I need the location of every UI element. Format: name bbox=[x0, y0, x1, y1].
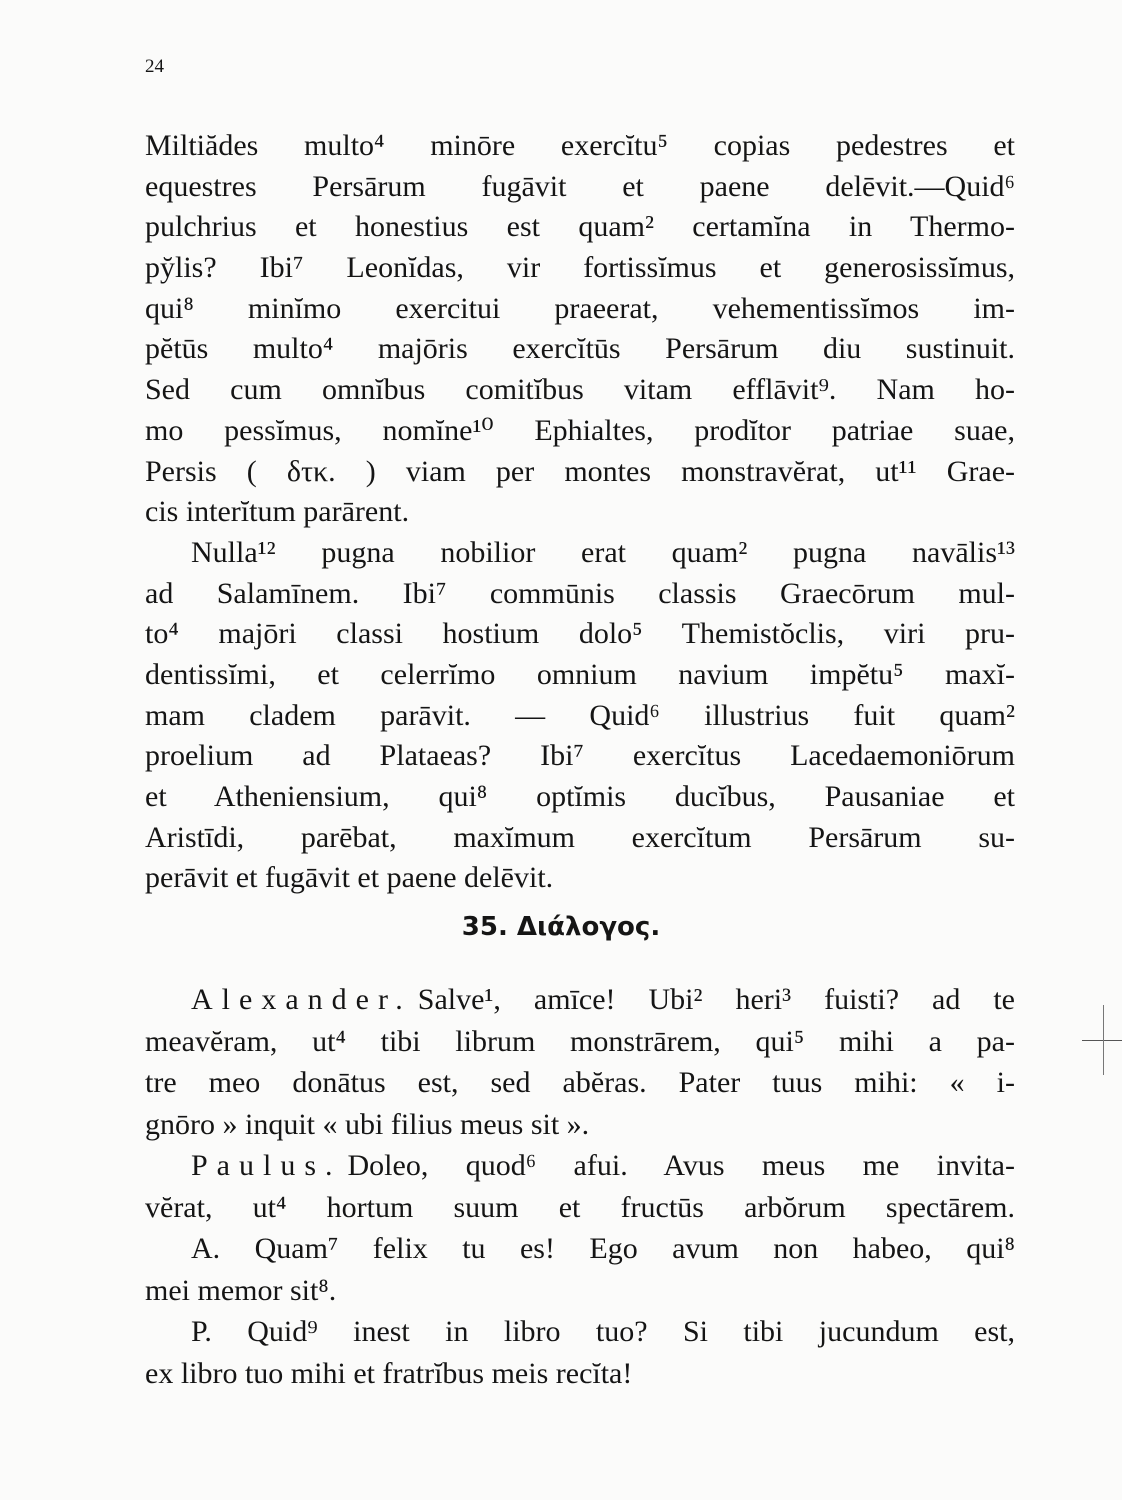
line-text: to⁴ majōri classi hostium dolo⁵ Themistŏclis, viri pru- bbox=[145, 617, 1015, 651]
text-line bbox=[145, 696, 1015, 737]
line-text: P. Quid⁹ inest in libro tuo? Si tibi jucundum est, bbox=[191, 1315, 1015, 1348]
line-text: Nulla¹² pugna nobilior erat quam² pugna navālis¹³ bbox=[191, 535, 1015, 569]
line-text: Aristīdi, parēbat, maxĭmum exercĭtum Persārum su- bbox=[145, 820, 1015, 854]
dialogue-text bbox=[145, 979, 1015, 1394]
text-line bbox=[145, 329, 1015, 370]
text-line bbox=[145, 614, 1015, 655]
section-heading: 35. Διάλογος. bbox=[461, 912, 661, 942]
line-text: Miltiădes multo⁴ minōre exercĭtu⁵ copias pedestres et bbox=[145, 129, 1015, 162]
text-line bbox=[145, 126, 1015, 167]
line-text: tre meo donātus est, sed abĕras. Pater tuus mihi: « i- bbox=[145, 1066, 1015, 1099]
crop-mark-vertical bbox=[1103, 1005, 1104, 1075]
line-text: mo pessĭmus, nomĭne¹⁰ Ephialtes, prodĭtor patriae suae, bbox=[145, 413, 1015, 447]
line-text: Persis ( δτκ. ) viam per montes monstravĕrat, ut¹¹ Grae- bbox=[145, 454, 1015, 488]
text-line bbox=[145, 979, 1015, 1021]
line-text: cis interĭtum parārent. bbox=[145, 495, 410, 529]
text-line bbox=[145, 1270, 1015, 1312]
speaker-name: Alexander. bbox=[191, 983, 412, 1016]
passage-text bbox=[145, 126, 1015, 899]
text-line bbox=[145, 1353, 1015, 1395]
line-text: ad Salamīnem. Ibi⁷ commūnis classis Graecōrum mul- bbox=[145, 576, 1015, 610]
line-text: meavĕram, ut⁴ tibi librum monstrārem, qui⁵ mihi a pa- bbox=[145, 1024, 1015, 1058]
text-line bbox=[145, 1311, 1015, 1353]
text-line bbox=[145, 492, 1015, 533]
line-text: equestres Persārum fugāvit et paene delēvit.—Quid⁶ bbox=[145, 169, 1015, 203]
text-line bbox=[145, 411, 1015, 452]
text-line bbox=[145, 207, 1015, 248]
line-text: py̆lis? Ibi⁷ Leonĭdas, vir fortissĭmus et generosissĭmus, bbox=[145, 251, 1015, 285]
line-text: perāvit et fugāvit et paene delēvit. bbox=[145, 861, 554, 895]
speaker-name: Paulus. bbox=[191, 1149, 342, 1182]
crop-mark bbox=[1082, 1040, 1122, 1041]
text-line bbox=[145, 1104, 1015, 1146]
text-line bbox=[145, 1021, 1015, 1063]
line-text: vĕrat, ut⁴ hortum suum et fructūs arbŏrum spectārem. bbox=[145, 1190, 1015, 1224]
text-line bbox=[145, 370, 1015, 411]
text-line bbox=[145, 655, 1015, 696]
text-line bbox=[145, 818, 1015, 859]
line-text: Sed cum omnĭbus comitĭbus vitam efflāvit⁹. Nam ho- bbox=[145, 373, 1015, 407]
line-text: Doleo, quod⁶ afui. Avus meus me invita- bbox=[347, 1149, 1015, 1182]
text-line bbox=[145, 1062, 1015, 1104]
line-text: ex libro tuo mihi et fratrĭbus meis recĭta! bbox=[145, 1356, 633, 1390]
line-text: proelium ad Plataeas? Ibi⁷ exercĭtus Lacedaemoniōrum bbox=[145, 739, 1015, 773]
page-number: 24 bbox=[145, 56, 164, 77]
text-line bbox=[145, 777, 1015, 818]
line-text: et Atheniensium, qui⁸ optĭmis ducĭbus, Pausaniae et bbox=[145, 780, 1015, 813]
text-line bbox=[145, 289, 1015, 330]
line-text: pĕtūs multo⁴ majōris exercĭtūs Persārum diu sustinuit. bbox=[145, 332, 1015, 366]
text-line bbox=[145, 452, 1015, 493]
line-text: qui⁸ minĭmo exercitui praeerat, vehementissĭmos im- bbox=[145, 291, 1015, 325]
line-text: A. Quam⁷ felix tu es! Ego avum non habeo, qui⁸ bbox=[191, 1232, 1015, 1265]
text-line bbox=[145, 736, 1015, 777]
text-line bbox=[145, 1145, 1015, 1187]
text-line bbox=[145, 167, 1015, 208]
line-text: mei memor sit⁸. bbox=[145, 1273, 337, 1307]
text-line bbox=[145, 574, 1015, 615]
text-line bbox=[145, 248, 1015, 289]
line-text: pulchrius et honestius est quam² certamĭna in Thermo- bbox=[145, 210, 1015, 244]
line-text: Salve¹, amīce! Ubi² heri³ fuisti? ad te bbox=[417, 983, 1015, 1016]
text-line bbox=[145, 533, 1015, 574]
line-text: mam cladem parāvit. — Quid⁶ illustrius fuit quam² bbox=[145, 698, 1015, 732]
text-line bbox=[145, 858, 1015, 899]
text-line bbox=[145, 1187, 1015, 1229]
line-text: gnōro » inquit « ubi filius meus sit ». bbox=[145, 1107, 590, 1141]
text-line bbox=[145, 1228, 1015, 1270]
line-text: dentissĭmi, et celerrĭmo omnium navium impĕtu⁵ maxĭ- bbox=[145, 657, 1015, 691]
